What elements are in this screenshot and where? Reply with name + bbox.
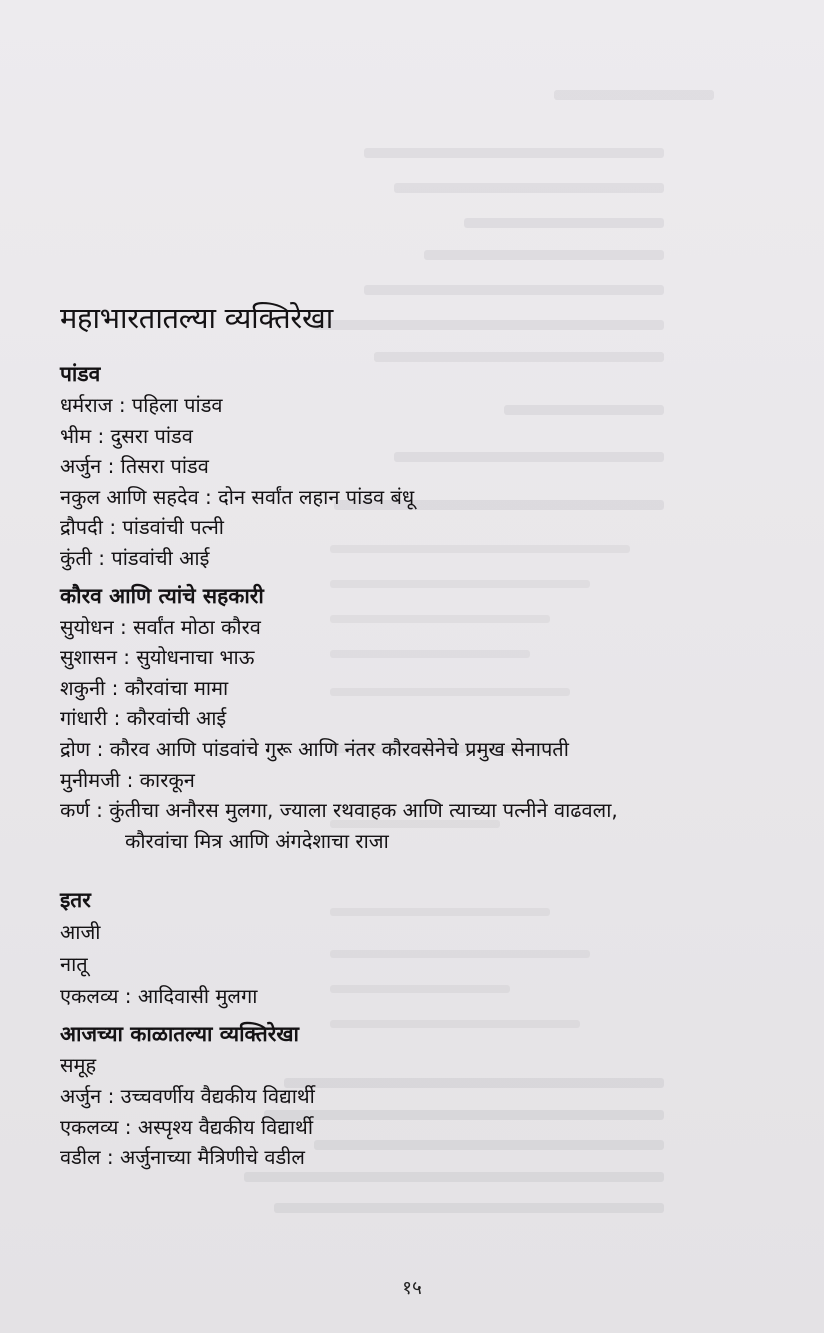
entry-list (60, 916, 780, 1012)
list-item: एकलव्य : अस्पृश्य वैद्यकीय विद्यार्थी (60, 1114, 314, 1139)
list-item: समूह (60, 1053, 97, 1078)
list-item: नातू (60, 952, 88, 977)
spacer (60, 856, 780, 884)
section-modern (60, 1018, 780, 1172)
entry-line: कर्ण : कुंतीचा अनौरस मुलगा, ज्याला रथवाहक आणि त्याच्या पत्नीने वाढवला, (60, 798, 618, 823)
list-item: द्रौपदी : पांडवांची पत्नी (60, 515, 224, 540)
list-item: सुशासन : सुयोधनाचा भाऊ (60, 645, 255, 670)
entry-list (60, 390, 780, 574)
list-item: नकुल आणि सहदेव : दोन सर्वांत लहान पांडव बंधू (60, 484, 415, 509)
list-item-karna (60, 795, 760, 856)
entry-list (60, 612, 780, 857)
page-title: महाभारतातल्या व्यक्तिरेखा (60, 301, 333, 335)
list-item: गांधारी : कौरवांची आई (60, 706, 227, 731)
section-pandav (60, 358, 780, 574)
list-item: धर्मराज : पहिला पांडव (60, 393, 223, 417)
list-item: अर्जुन : तिसरा पांडव (60, 454, 209, 479)
section-kaurav (60, 580, 780, 857)
list-item: एकलव्य : आदिवासी मुलगा (60, 984, 258, 1009)
list-item: वडील : अर्जुनाच्या मैत्रिणीचे वडील (60, 1145, 305, 1170)
entry-list (60, 1050, 780, 1172)
section-heading: आजच्या काळातल्या व्यक्तिरेखा (60, 1022, 299, 1047)
list-item: द्रोण : कौरव आणि पांडवांचे गुरू आणि नंतर कौरवसेनेचे प्रमुख सेनापती (60, 736, 569, 761)
list-item: मुनीमजी : कारकून (60, 767, 195, 792)
section-others (60, 884, 780, 1012)
section-heading: कौरव आणि त्यांचे सहकारी (60, 583, 264, 608)
list-item: कुंती : पांडवांची आई (60, 545, 210, 570)
list-item: आजी (60, 920, 101, 945)
list-item: अर्जुन : उच्चवर्णीय वैद्यकीय विद्यार्थी (60, 1083, 315, 1108)
section-heading: पांडव (60, 362, 101, 386)
page-number: १५ (402, 1277, 422, 1299)
list-item: सुयोधन : सर्वांत मोठा कौरव (60, 614, 261, 639)
entry-continuation: कौरवांचा मित्र आणि अंगदेशाचा राजा (125, 828, 389, 853)
list-item: भीम : दुसरा पांडव (60, 423, 193, 448)
section-heading: इतर (60, 888, 91, 913)
character-list (60, 300, 780, 1173)
list-item: शकुनी : कौरवांचा मामा (60, 675, 229, 700)
